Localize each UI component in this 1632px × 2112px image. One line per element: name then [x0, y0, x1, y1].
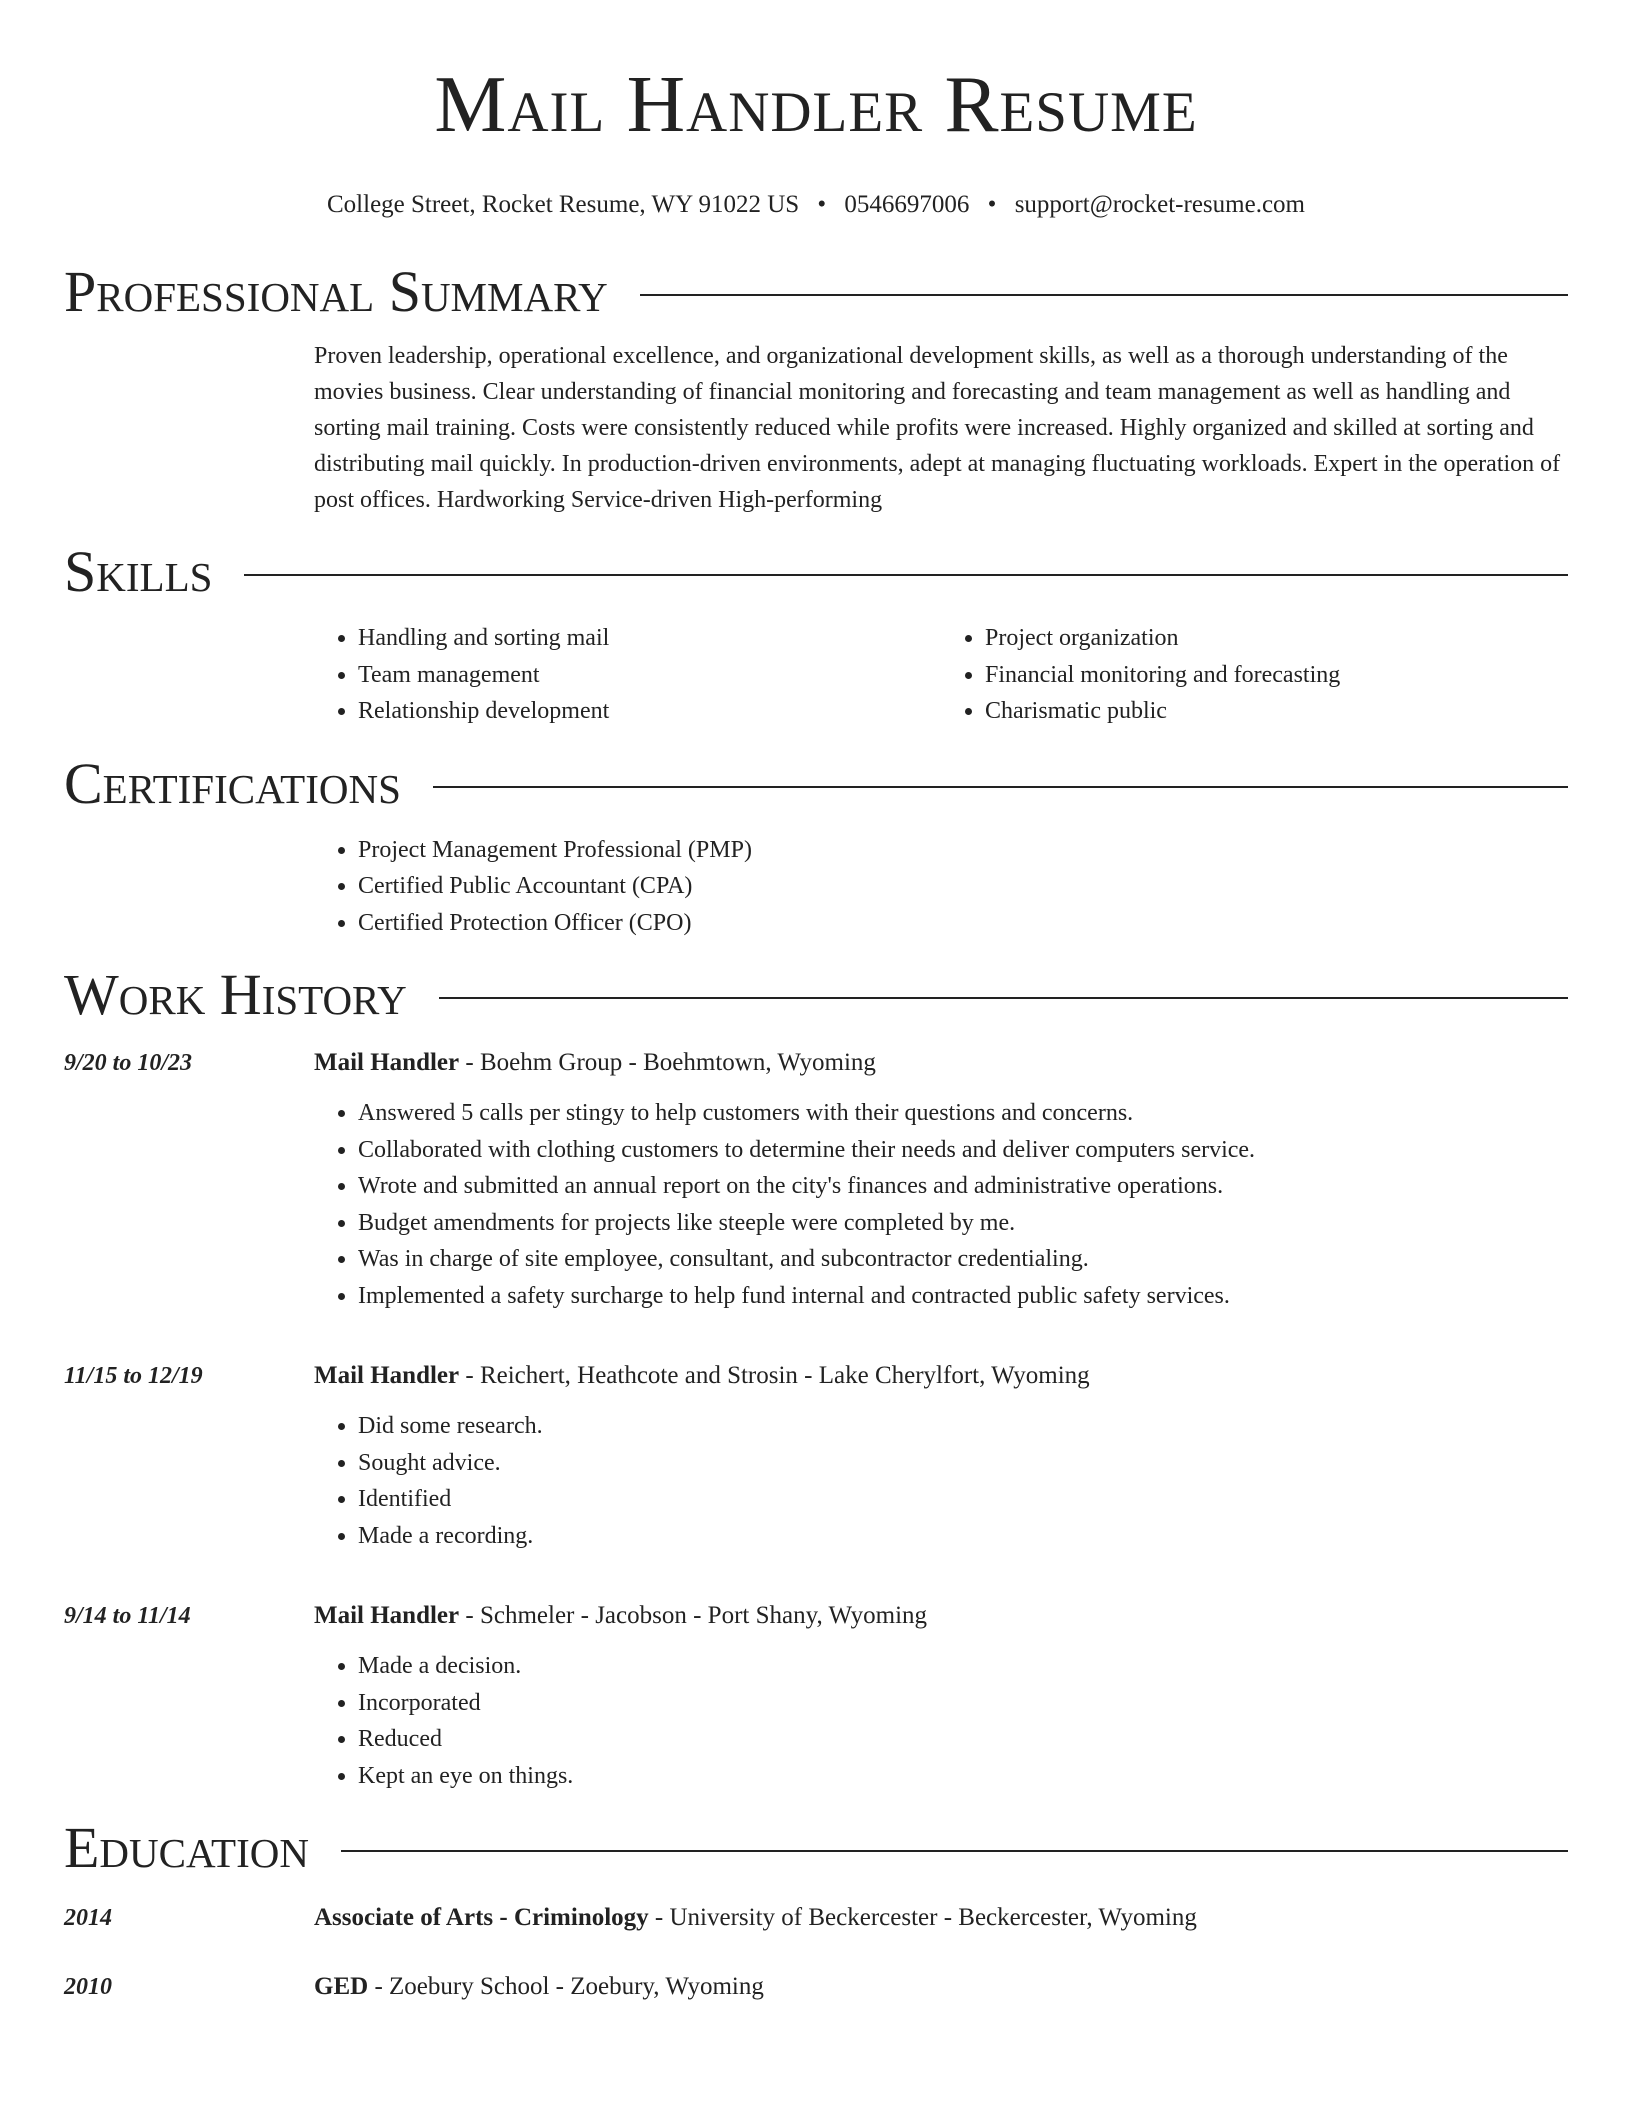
job-employer: - Schmeler - Jacobson - Port Shany, Wyoming [459, 1602, 928, 1629]
skill-item: • Financial monitoring and forecasting [985, 657, 1568, 694]
education-school: - Zoebury School - Zoebury, Wyoming [368, 1973, 764, 2000]
job-duty: • Made a recording. [358, 1518, 1568, 1555]
resume-title: Mail Handler Resume [434, 59, 1198, 149]
skill-item: • Team management [358, 657, 941, 694]
job-duty: • Implemented a safety surcharge to help fund internal and contracted public safety services. [358, 1278, 1568, 1315]
job-duty: • Incorporated [358, 1685, 1568, 1722]
education-heading: Education [64, 1815, 309, 1880]
contact-phone: 0546697006 [844, 191, 970, 218]
contact-line [64, 190, 1568, 220]
skills-section-header [64, 540, 1568, 604]
contact-separator: • [987, 191, 997, 218]
job-title: Mail Handler [314, 1362, 460, 1389]
job-duty: • Identified [358, 1481, 1568, 1518]
summary-heading: Professional Summary [64, 259, 608, 324]
education-year: 2014 [64, 1905, 112, 1931]
job-heading [314, 1594, 1568, 1634]
section-divider [244, 574, 1568, 576]
certification-item: • Project Management Professional (PMP) [358, 832, 1568, 869]
job-duties [314, 1095, 1568, 1314]
job-dates: 9/20 to 10/23 [64, 1050, 193, 1076]
education-entry [64, 1969, 1568, 2005]
job-heading [314, 1354, 1568, 1394]
job-duty: • Wrote and submitted an annual report on the city's finances and administrative operations. [358, 1168, 1568, 1205]
contact-separator: • [817, 191, 827, 218]
skills-column-left [314, 620, 941, 730]
certifications-heading: Certifications [64, 750, 401, 816]
job-duty: • Sought advice. [358, 1445, 1568, 1482]
section-divider [433, 786, 1568, 788]
job-duty: • Collaborated with clothing customers to determine their needs and deliver computers service. [358, 1132, 1568, 1169]
certification-item: • Certified Protection Officer (CPO) [358, 905, 1568, 942]
education-degree: GED [314, 1973, 369, 2000]
job-duties [314, 1648, 1568, 1794]
education-entry [64, 1900, 1568, 1936]
job-dates: 9/14 to 11/14 [64, 1603, 191, 1629]
work-history-heading: Work History [64, 962, 407, 1027]
skill-item: • Project organization [985, 620, 1568, 657]
section-divider [439, 997, 1568, 999]
education-degree: Associate of Arts - Criminology [314, 1904, 649, 1931]
skill-item: • Charismatic public [985, 693, 1568, 730]
job-duty: • Reduced [358, 1721, 1568, 1758]
skills-heading: Skills [64, 539, 213, 604]
contact-email: support@rocket-resume.com [1014, 191, 1305, 218]
skill-item: • Relationship development [358, 693, 941, 730]
job-entry [64, 1594, 1568, 1794]
education-year: 2010 [64, 1974, 112, 2000]
section-divider [341, 1850, 1568, 1852]
job-duty: • Was in charge of site employee, consultant, and subcontractor credentialing. [358, 1241, 1568, 1278]
contact-address: College Street, Rocket Resume, WY 91022 US [327, 191, 800, 218]
certifications-list [314, 832, 1568, 942]
job-duty: • Made a decision. [358, 1648, 1568, 1685]
job-duties [314, 1408, 1568, 1554]
education-school: - University of Beckercester - Beckercester, Wyoming [648, 1904, 1197, 1931]
job-title: Mail Handler [314, 1049, 460, 1076]
certifications-section-header [64, 752, 1568, 816]
job-duty: • Did some research. [358, 1408, 1568, 1445]
job-entry [64, 1041, 1568, 1314]
job-dates: 11/15 to 12/19 [64, 1363, 203, 1389]
skill-item: • Handling and sorting mail [358, 620, 941, 657]
job-entry [64, 1354, 1568, 1554]
work-history-section-header [64, 963, 1568, 1027]
certification-item: • Certified Public Accountant (CPA) [358, 868, 1568, 905]
summary-text: Proven leadership, operational excellence, and organizational development skills, as well as a thorough understanding of the movies business. Clear understanding of financial monitoring and forecasting and team management as well as handling and sorting mail training. Costs were consistently reduced while profits were increased. Highly organized and skilled at sorting and distributing mail quickly. In production-driven environments, adept at managing fluctuating workloads. Expert in the operation of post offices. Hardworking Service-driven High-performing [314, 343, 1561, 513]
job-title: Mail Handler [314, 1602, 460, 1629]
job-employer: - Reichert, Heathcote and Strosin - Lake Cherylfort, Wyoming [459, 1362, 1090, 1389]
job-duty: • Answered 5 calls per stingy to help customers with their questions and concerns. [358, 1095, 1568, 1132]
skills-list [314, 620, 1568, 730]
job-employer: - Boehm Group - Boehmtown, Wyoming [459, 1049, 876, 1076]
education-heading-line [314, 1900, 1197, 1936]
education-section-header [64, 1816, 1568, 1880]
job-duty: • Budget amendments for projects like steeple were completed by me. [358, 1205, 1568, 1242]
skills-column-right [941, 620, 1568, 730]
job-heading [314, 1041, 1568, 1081]
education-heading-line [314, 1969, 764, 2005]
summary-section-header [64, 260, 1568, 324]
section-divider [640, 294, 1568, 296]
job-duty: • Kept an eye on things. [358, 1758, 1568, 1795]
